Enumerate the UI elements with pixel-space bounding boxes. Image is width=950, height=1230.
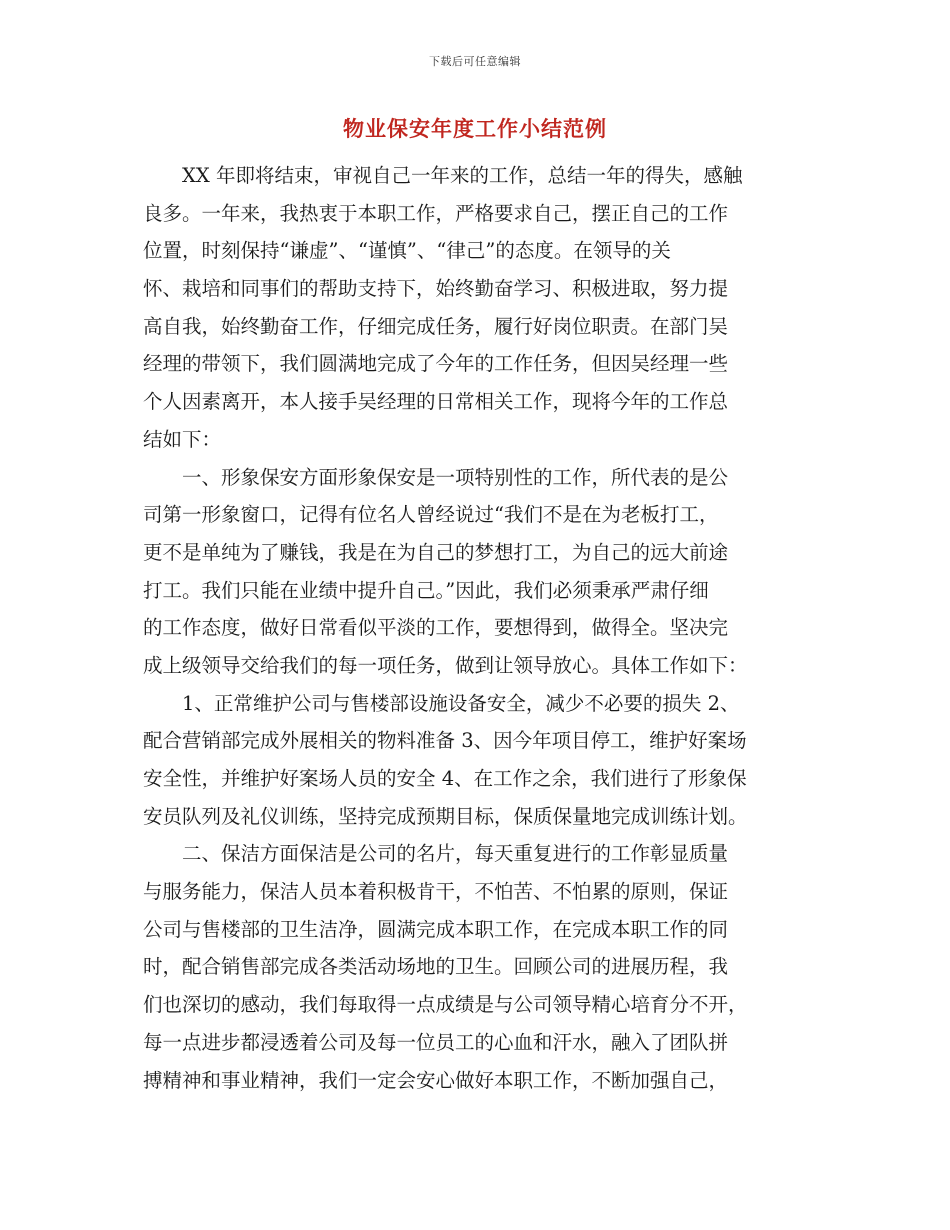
paragraph-line: 二、保洁方面保洁是公司的名片，每天重复进行的工作彰显质量	[182, 842, 729, 866]
paragraph-line: XX 年即将结束，审视自己一年来的工作，总结一年的得失，感触	[182, 164, 743, 187]
paragraph-line: 每一点进步都浸透着公司及每一位员工的心血和汗水，融入了团队拼	[143, 1030, 729, 1054]
paragraph-line: 位置，时刻保持“谦虚”、“谨慎”、“律己”的态度。在领导的关	[143, 239, 671, 263]
document-title: 物业保安年度工作小结范例	[343, 116, 607, 141]
paragraph-line: 更不是单纯为了赚钱，我是在为自己的梦想打工，为自己的远大前途	[143, 540, 729, 564]
paragraph-line: 高自我，始终勤奋工作，仔细完成任务，履行好岗位职责。在部门吴	[143, 314, 729, 338]
paragraph-line: 良多。一年来，我热衷于本职工作，严格要求自己，摆正自己的工作	[143, 201, 729, 225]
paragraph-line: 成上级领导交给我们的每一项任务，做到让领导放心。具体工作如下：	[143, 653, 748, 677]
paragraph-line: 司第一形象窗口，记得有位名人曾经说过“我们不是在为老板打工，	[143, 503, 719, 527]
paragraph-line: 时，配合销售部完成各类活动场地的卫生。回顾公司的进展历程，我	[143, 955, 729, 979]
paragraph-line: 一、形象保安方面形象保安是一项特别性的工作，所代表的是公	[182, 465, 729, 489]
paragraph-line: 们也深切的感动，我们每取得一点成绩是与公司领导精心培育分不开，	[143, 993, 748, 1017]
paragraph-line: 搏精神和事业精神，我们一定会安心做好本职工作，不断加强自己，	[143, 1068, 729, 1092]
paragraph-line: 安员队列及礼仪训练，坚持完成预期目标，保质保量地完成训练计划。	[143, 804, 748, 828]
paragraph-line: 公司与售楼部的卫生洁净，圆满完成本职工作，在完成本职工作的同	[143, 917, 729, 941]
paragraph-line: 的工作态度，做好日常看似平淡的工作，要想得到，做得全。坚决完	[143, 616, 729, 640]
paragraph-line: 经理的带领下，我们圆满地完成了今年的工作任务，但因吴经理一些	[143, 352, 729, 376]
paragraph-line: 1、正常维护公司与售楼部设施设备安全，减少不必要的损失 2、	[182, 691, 740, 715]
paragraph-line: 安全性，并维护好案场人员的安全 4、在工作之余，我们进行了形象保	[143, 767, 747, 790]
document-body	[143, 157, 808, 1099]
paragraph-line: 个人因素离开，本人接手吴经理的日常相关工作，现将今年的工作总	[143, 390, 729, 414]
paragraph-line: 怀、栽培和同事们的帮助支持下，始终勤奋学习、积极进取，努力提	[143, 277, 729, 301]
paragraph-line: 配合营销部完成外展相关的物料准备 3、因今年项目停工，维护好案场	[143, 729, 747, 753]
paragraph-line: 打工。我们只能在业绩中提升自己。”因此，我们必须秉承严肃仔细	[143, 578, 709, 602]
paragraph-line: 与服务能力，保洁人员本着积极肯干，不怕苦、不怕累的原则，保证	[143, 880, 729, 904]
paragraph-line: 结如下：	[143, 427, 222, 451]
header-note: 下载后可任意编辑	[429, 55, 521, 68]
